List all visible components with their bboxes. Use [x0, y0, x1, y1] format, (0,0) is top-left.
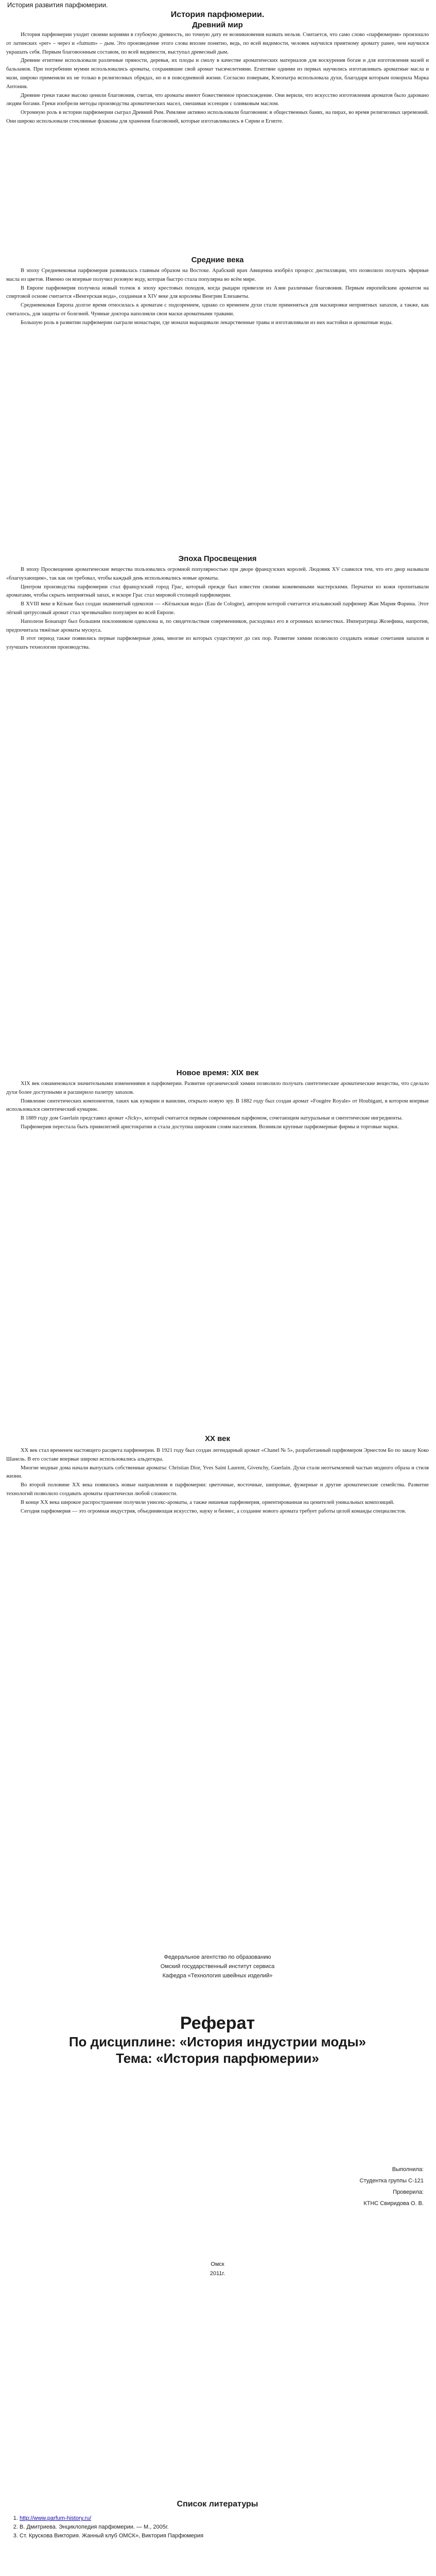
paragraph: В 1889 году дом Guerlain представил аромат «Jicky», который считается первым современным парфюмом, сочетающим натуральные и синтетические ингредиенты.	[21, 1115, 403, 1122]
main-heading-wrap	[6, 10, 429, 20]
section-title-enlightenment: Эпоха Просвещения	[178, 554, 257, 563]
section-title-xx-century: ХХ век	[204, 1434, 231, 1443]
references-title: Список литературы	[177, 2500, 258, 2509]
paragraph: Появление синтетических компонентов, таких как кумарин и ванилин, открыло новую эру. В 1882 году был создан аромат «Fougère Royale» от Houbigant, в котором впервые использовался синтетический кумарин.	[6, 1098, 429, 1113]
section-middle-ages	[6, 267, 429, 328]
performed-name: Студентка группы С-121	[359, 2178, 424, 2184]
main-heading: История парфюмерии.	[170, 10, 265, 19]
paragraph: Древние греки также высоко ценили благовония, считая, что ароматы имеют божественное происхождение. Они верили, что искусство изготовления ароматов было даровано людям богами. Греки изобрели методы производства ароматических масел, смешивая эссенции с оливковым маслом.	[6, 92, 429, 107]
references-list	[6, 2514, 429, 2540]
paragraph: В эпоху Средневековья парфюмерия развивалась главным образом на Востоке. Арабский врач Авиценна изобрёл процесс дистилляции, что позволило получать эфирные масла из цветов. Именно он впервые получил розовую воду, которая быстро стала популярна во всём мире.	[6, 268, 429, 282]
topic-line: Тема: «История парфюмерии»	[116, 2050, 319, 2066]
author-block	[290, 2164, 424, 2209]
reference-item: 3. Ст. Крускова Виктория. Жанный клуб ОМСК», Виктория Парфюмерия	[20, 2532, 429, 2540]
paragraph: Большую роль в развитии парфюмерии сыграли монастыри, где монахи выращивали лекарственные травы и изготавливали из них настойки и ароматные воды.	[21, 319, 393, 326]
performed-label: Выполнила:	[392, 2166, 424, 2173]
city-year-block	[6, 2260, 429, 2278]
modern-title-wrap	[6, 1069, 429, 1077]
document	[0, 1, 436, 2576]
middle-title-wrap	[6, 256, 429, 264]
reference-item: 2. В. Дмитриева. Энциклопедия парфюмерии. — М., 2005г.	[20, 2523, 429, 2532]
paragraph: Огромную роль в истории парфюмерии сыграл Древний Рим. Римляне активно использовали благовония: в общественных банях, на пирах, во время религиозных церемоний. Они широко использовали стеклянные флаконы для хранения благовоний, которые изготавливались в Сирии и Египте.	[6, 110, 429, 124]
reference-item	[20, 2514, 429, 2523]
paragraph: Средневековая Европа долгое время относилась к ароматам с подозрением, однако со временем духи стали применяться для маскировки неприятных запахов, а также, как считалось, для защиты от болезней. Чумные доктора наполняли свои маски ароматными травами.	[6, 302, 429, 317]
paragraph: Наполеон Бонапарт был большим поклонником одеколона и, по свидетельствам современников, расходовал его в огромных количествах. Императрица Жозефина, напротив, предпочитала тяжёлые ароматы мускуса.	[6, 618, 429, 633]
year: 2011г.	[210, 2270, 225, 2277]
paragraph: В Европе парфюмерия получила новый толчок в эпоху крестовых походов, когда рыцари привезли из Азии различные благовония. Первым европейским ароматом на спиртовой основе считается «Венгерская вода», созданная в XIV веке для королевы Венгрии Елизаветы.	[6, 285, 429, 300]
paragraph: В XVIII веке в Кёльне был создан знаменитый одеколон — «Кёльнская вода» (Eau de Cologne), автором которой считается итальянский парфюмер Жан Мария Фарина. Этот лёгкий цитрусовый аромат стал чрезвычайно популярен во всей Европе.	[6, 601, 429, 616]
section-title-modern: Новое время: XIX век	[176, 1069, 259, 1077]
document-title: История развития парфюмерии.	[7, 1, 108, 9]
checked-label: Проверила:	[393, 2189, 424, 2195]
referat-heading: Реферат	[180, 2013, 255, 2033]
discipline-line: По дисциплине: «История индустрии моды»	[68, 2034, 367, 2049]
paragraph: В этот период также появились первые парфюмерные дома, многие из которых существуют до сих пор. Развитие химии позволило создавать новые сочетания запахов и улучшать технологии производства.	[6, 636, 429, 651]
section-enlightenment	[6, 566, 429, 652]
university-line: Омский государственный институт сервиса	[160, 1963, 275, 1970]
paragraph: История парфюмерии уходит своими корнями в глубокую древность, но точную дату ее возникновения назвать нельзя. Считается, что само слово «парфюмерия» произошло от латинских «per» – через и «fumum» – дым. Это произведение этого слова вполне понятно, ведь, по всей видимости, человек научился приятному аромату ранее, чем научился украшать себя. Первым благовоонным составом, по всей видимости, выступал древесный дым.	[6, 32, 429, 55]
section-xx-century	[6, 1447, 429, 1516]
checked-name: КТНС Свиридова О. В.	[363, 2200, 424, 2207]
paragraph: Сегодня парфюмерия — это огромная индустрия, объединяющая искусство, науку и бизнес, а создание нового аромата требует работы целой команды специалистов.	[21, 1508, 406, 1514]
department-line: Кафедра «Технология швейных изделий»	[162, 1973, 273, 1979]
paragraph: Во второй половине ХХ века появились новые направления в парфюмерии: цветочные, восточные, шипровые, фужерные и другие ароматические семейства. Развитие технологий позволило создавать ароматы практически любой сложности.	[6, 1482, 429, 1497]
paragraph: XIX век ознаменовался значительными изменениями в парфюмерии. Развитие органической химии позволило получать синтетические ароматические вещества, что сделало духи более доступными и расширило палитру запахов.	[6, 1081, 429, 1095]
enlightenment-title-wrap	[6, 554, 429, 563]
section-title-middle-ages: Средние века	[191, 256, 244, 264]
paragraph: Центром производства парфюмерии стал французский город Грас, который прежде был известен своими кожевенными мастерскими. Перчатки из кожи пропитывали ароматами, чтобы скрыть неприятный запах, и вскоре Грас стал мировой столицей парфюмерии.	[6, 584, 429, 599]
title-page	[6, 1953, 429, 2468]
paragraph: XX век стал временем настоящего расцвета парфюмерии. В 1921 году был создан легендарный аромат «Chanel № 5», разработанный парфюмером Эрнестом Бо по заказу Коко Шанель. В его составе впервые широко использовались альдегиды.	[6, 1448, 429, 1462]
paragraph: В эпоху Просвещения ароматические вещества пользовались огромной популярностью при дворе французских королей. Людовик XV славился тем, что его двор называли «благоухающим», так как он требовал, чтобы каждый день использовались новые ароматы.	[6, 567, 429, 581]
references	[6, 2500, 429, 2540]
section-ancient	[6, 31, 429, 126]
paragraph: В конце ХХ века широкое распространение получили унисекс-ароматы, а также нишевая парфюмерия, ориентированная на ценителей уникальных композиций.	[21, 1499, 395, 1505]
ministry-line: Федеральное агентство по образованию	[164, 1954, 271, 1960]
paragraph: Многие модные дома начали выпускать собственные ароматы: Christian Dior, Yves Saint Laurent, Givenchy, Guerlain. Духи стали неотъемлемой частью модного образа и стиля жизни.	[6, 1465, 429, 1480]
xx-title-wrap	[6, 1434, 429, 1443]
ancient-title-wrap	[6, 21, 429, 29]
city: Омск	[211, 2261, 224, 2267]
section-title-ancient: Древний мир	[192, 21, 243, 29]
section-modern	[6, 1080, 429, 1132]
reference-link[interactable]: http://www.parfum-history.ru/	[20, 2515, 92, 2521]
paragraph: Древние египтяне использовали различные пряности, деревья, их плоды и смолу в качестве ароматических материалов для воскурения богам и для изготовления мазей и бальзамов. При погребении мумии использовались ароматы, сохранявшие свой аромат тысячелетиями. Египтяне одними из первых научились изготавливать ароматные масла и мази, широко применяли их не только в религиозных обрядах, но и в повседневной жизни. Согласно поверьям, Клеопатра использовала духи, благодаря которым покорила Марка Антония.	[6, 58, 429, 90]
paragraph: Парфюмерия перестала быть привилегией аристократии и стала доступна широким слоям населения. Возникли крупные парфюмерные фирмы и торговые марки.	[21, 1124, 399, 1130]
